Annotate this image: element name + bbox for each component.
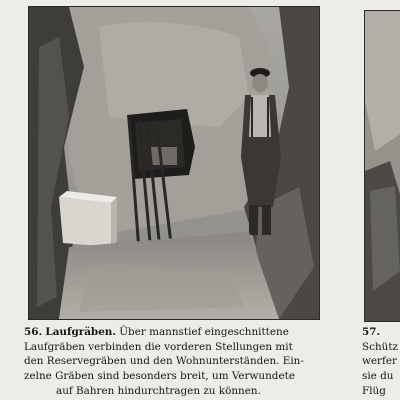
trench-photograph: [28, 6, 320, 320]
caption-line-2: Laufgräben verbinden die vorderen Stellungen mit: [24, 340, 293, 353]
caption-line-4: zelne Gräben sind besonders breit, um Verwundete: [24, 370, 295, 383]
figure-heading: Laufgräben.: [45, 326, 116, 338]
figure-number: 56.: [24, 326, 43, 338]
caption-line-1: [24, 325, 320, 340]
figure-caption: [24, 325, 320, 399]
next-caption-line-3: sie du: [362, 370, 394, 383]
next-photograph-fragment: [364, 10, 400, 322]
trench-photo-illustration: [29, 7, 319, 319]
next-caption-line-4: Flüg: [362, 384, 386, 397]
next-caption-line-1: Schütz: [362, 340, 398, 353]
caption-line-5: auf Bahren hindurchtragen zu können.: [56, 384, 261, 397]
next-figure-caption-fragment: [362, 325, 400, 399]
next-figure-number: 57.: [362, 326, 381, 338]
caption-line-3: den Reservegräben und den Wohnunterständen. Ein-: [24, 355, 304, 368]
next-caption-line-2: werfer: [362, 355, 397, 368]
caption-text: Über mannstief eingeschnittene: [119, 326, 289, 338]
